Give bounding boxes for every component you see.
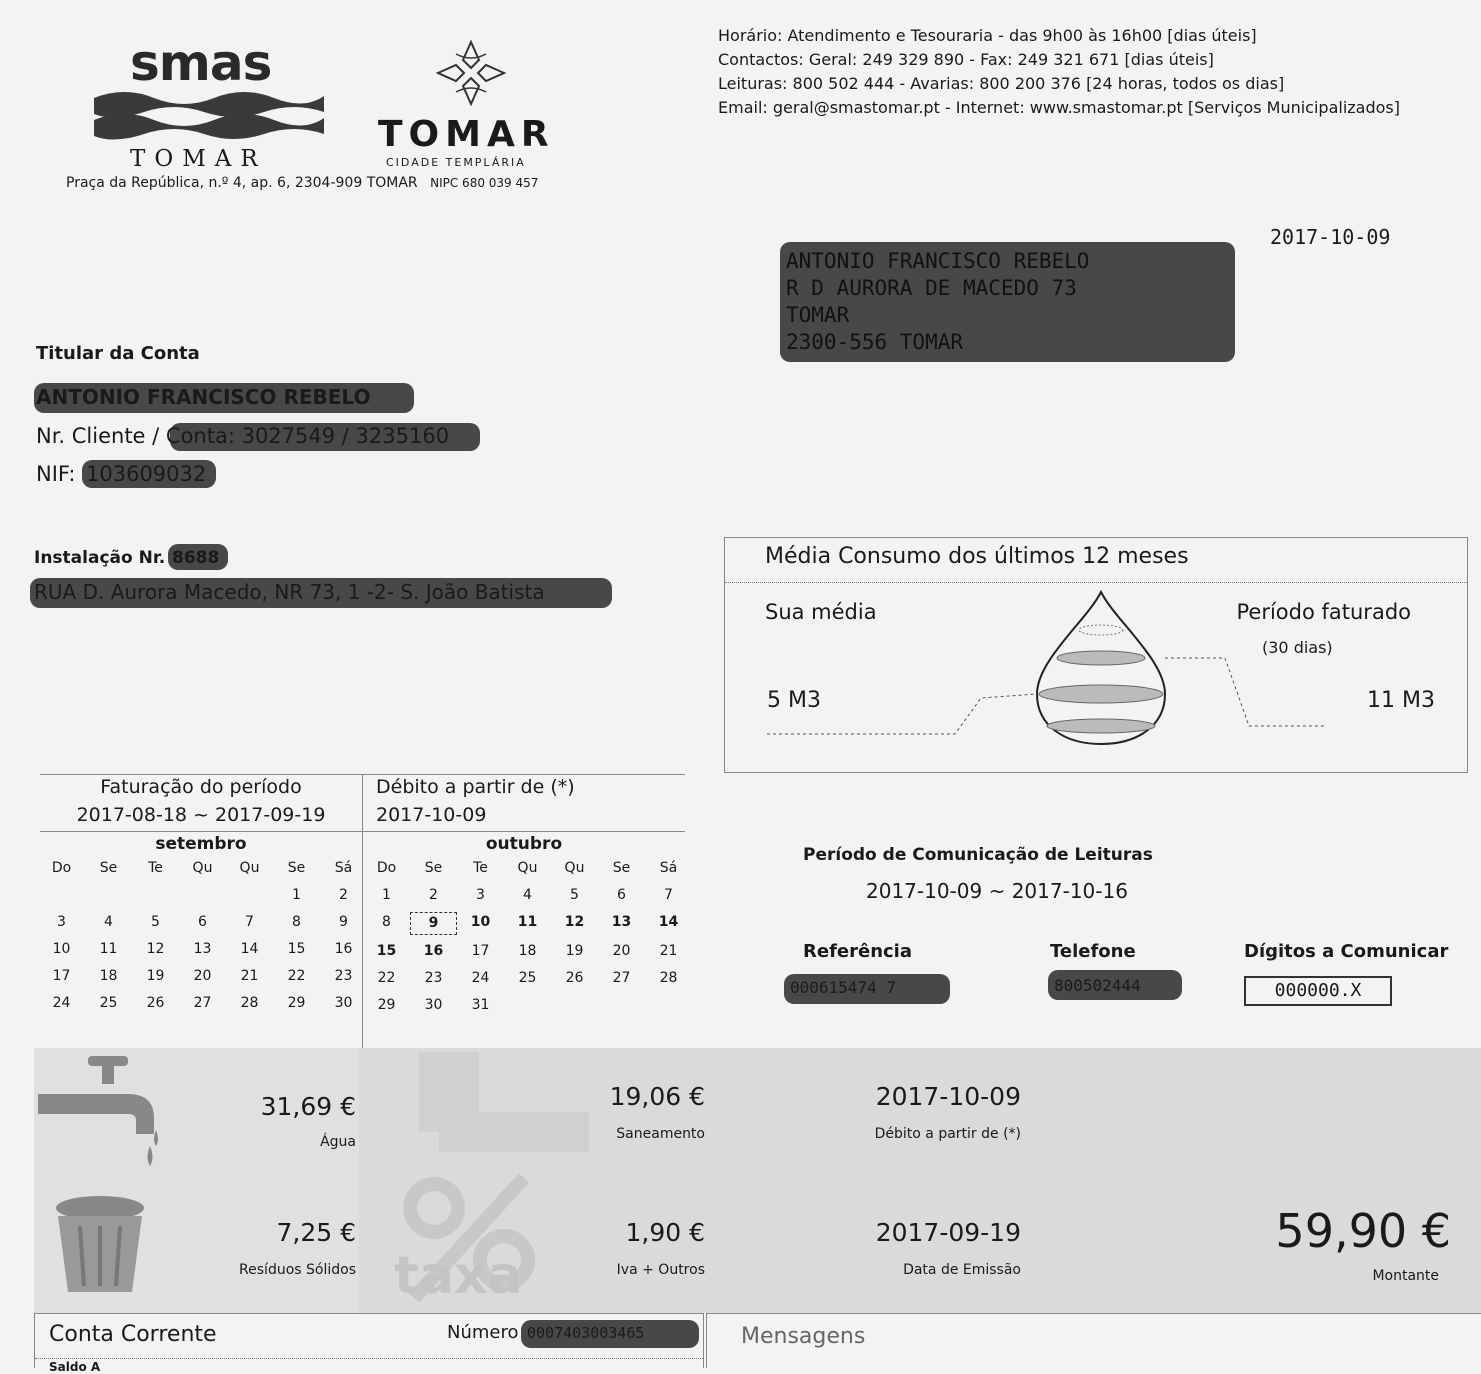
- calendar-day: 10: [52, 941, 71, 957]
- calendar-day: 28: [659, 970, 678, 986]
- calendar-day: 9: [410, 912, 457, 935]
- agua-value: 31,69 €: [260, 1092, 356, 1121]
- calendar-day: 23: [334, 968, 353, 984]
- calendar-day: 29: [377, 997, 396, 1013]
- debit-label: Débito a partir de (*): [376, 776, 575, 798]
- calendar-day: 1: [292, 887, 301, 903]
- nif-value: 103609032: [86, 462, 207, 486]
- calendar-empty-cell: [85, 885, 132, 906]
- calendar-day: 25: [518, 970, 537, 986]
- saldo-partial: Saldo A: [49, 1360, 101, 1374]
- calendar-day: 2: [339, 887, 348, 903]
- calendar-day: 12: [564, 914, 585, 930]
- calendar-day: 31: [471, 997, 490, 1013]
- calendar-day: 17: [471, 943, 490, 959]
- contact-info: [718, 24, 1400, 120]
- calendar-day: 25: [99, 995, 118, 1011]
- emission-date-label: Data de Emissão: [903, 1262, 1021, 1278]
- reference-label: Referência: [803, 941, 912, 962]
- weekday-header: Se: [287, 860, 306, 876]
- calendar-day: 13: [611, 914, 632, 930]
- emission-date: 2017-09-19: [875, 1218, 1021, 1247]
- calendar-day: 2: [429, 887, 438, 903]
- numero-value: 0007403003465: [527, 1324, 645, 1342]
- contact-line-hours: Horário: Atendimento e Tesouraria - das 9h00 às 16h00 [dias úteis]: [718, 26, 1257, 45]
- waves-icon: [94, 90, 324, 150]
- weekday-header: Qu: [564, 860, 585, 876]
- weekday-header: Se: [612, 860, 631, 876]
- calendar-day: 29: [287, 995, 306, 1011]
- weekday-header: Te: [473, 860, 488, 876]
- debit-date: 2017-10-09: [875, 1082, 1021, 1111]
- tomar-logo-name: TOMAR: [378, 114, 555, 155]
- debit-value: 2017-10-09: [376, 804, 487, 826]
- address-line-street: R D AURORA DE MACEDO 73: [786, 276, 1077, 300]
- calendar-day: 26: [565, 970, 584, 986]
- installation-number: 8688: [172, 548, 220, 568]
- weekday-header: Se: [424, 860, 443, 876]
- calendar-october: [363, 858, 692, 1016]
- calendar-day: 21: [240, 968, 259, 984]
- templar-cross-icon: [436, 40, 506, 106]
- calendar-day: 27: [612, 970, 631, 986]
- readings-title: Período de Comunicação de Leituras: [803, 845, 1153, 865]
- faucet-icon: [38, 1054, 168, 1174]
- avg-value: 5 M3: [767, 688, 821, 713]
- calendar-day: 15: [287, 941, 306, 957]
- calendar-day: 7: [664, 887, 673, 903]
- billing-period-value: 2017-08-18 ~ 2017-09-19: [76, 804, 326, 826]
- contact-line-phones: Contactos: Geral: 249 329 890 - Fax: 249 321 671 [dias úteis]: [718, 50, 1214, 69]
- tomar-city-logo: [378, 38, 568, 178]
- calendar-day: 21: [659, 943, 678, 959]
- smas-city: TOMAR: [130, 146, 267, 172]
- calendar-day: 15: [376, 943, 397, 959]
- calendar-empty-cell: [132, 885, 179, 906]
- residuos-label: Resíduos Sólidos: [239, 1262, 356, 1278]
- calendar-day: 28: [240, 995, 259, 1011]
- installation-label: Instalação Nr.: [34, 548, 166, 568]
- calendar-day: 19: [565, 943, 584, 959]
- calendar-day: 10: [470, 914, 491, 930]
- iva-value: 1,90 €: [625, 1218, 705, 1247]
- weekday-header: Qu: [239, 860, 260, 876]
- digits-label: Dígitos a Comunicar: [1244, 941, 1449, 962]
- calendar-empty-cell: [38, 885, 85, 906]
- calendar-day: 14: [658, 914, 679, 930]
- conta-divider: [35, 1358, 703, 1359]
- calendar-day: 14: [240, 941, 259, 957]
- avg-label: Sua média: [765, 600, 877, 624]
- calendar-day: 7: [245, 914, 254, 930]
- calendar-day: 12: [146, 941, 165, 957]
- weekday-header: Do: [51, 860, 72, 876]
- consumption-box: [724, 537, 1468, 773]
- address-block: [786, 248, 1089, 356]
- org-address: Praça da República, n.º 4, ap. 6, 2304-909 TOMAR NIPC 680 039 457: [66, 175, 539, 191]
- iva-label: Iva + Outros: [616, 1262, 705, 1278]
- telephone-value: 800502444: [1054, 976, 1141, 995]
- period-value: 11 M3: [1367, 688, 1435, 713]
- address-line-name: ANTONIO FRANCISCO REBELO: [786, 249, 1090, 273]
- sewage-pipe-icon: [399, 1052, 599, 1162]
- calendar-day: 8: [382, 914, 391, 930]
- weekday-header: Qu: [517, 860, 538, 876]
- mensagens-title: Mensagens: [741, 1324, 866, 1349]
- calendar-day: 27: [193, 995, 212, 1011]
- residuos-value: 7,25 €: [276, 1218, 356, 1247]
- trash-bin-icon: [50, 1186, 150, 1296]
- tomar-logo-tag: CIDADE TEMPLÁRIA: [386, 156, 526, 169]
- calendar-day: 9: [339, 914, 348, 930]
- digits-box: 000000.X: [1244, 976, 1392, 1006]
- total-amount: 59,90 €: [1275, 1204, 1451, 1258]
- calendar-section: [40, 774, 685, 1050]
- client-number: Nr. Cliente / Conta: 3027549 / 3235160: [36, 424, 450, 448]
- installation-address: RUA D. Aurora Macedo, NR 73, 1 -2- S. João Batista: [34, 580, 545, 604]
- account-title: Titular da Conta: [36, 343, 200, 364]
- calendar-day: 5: [570, 887, 579, 903]
- calendar-day: 4: [104, 914, 113, 930]
- month-october: outubro: [485, 834, 563, 854]
- calendar-day: 3: [476, 887, 485, 903]
- total-label: Montante: [1372, 1268, 1439, 1284]
- calendar-empty-cell: [179, 885, 226, 906]
- document-date: 2017-10-09: [1270, 225, 1391, 249]
- calendar-day: 6: [198, 914, 207, 930]
- reference-value: 000615474 7: [790, 978, 896, 997]
- address-line-postal: 2300-556 TOMAR: [786, 330, 964, 354]
- calendar-day: 16: [334, 941, 353, 957]
- agua-label: Água: [320, 1134, 356, 1150]
- calendar-day: 13: [193, 941, 212, 957]
- saneamento-label: Saneamento: [616, 1126, 705, 1142]
- calendar-day: 8: [292, 914, 301, 930]
- weekday-header: Sá: [334, 860, 353, 876]
- calendar-day: 30: [334, 995, 353, 1011]
- numero-label: Número: [447, 1322, 519, 1343]
- debit-date-label: Débito a partir de (*): [874, 1126, 1021, 1142]
- calendar-day: 18: [518, 943, 537, 959]
- summary-panel: [34, 1048, 1481, 1313]
- mensagens-box: [706, 1313, 1481, 1368]
- calendar-day: 17: [52, 968, 71, 984]
- calendar-day: 19: [146, 968, 165, 984]
- calendar-day: 1: [382, 887, 391, 903]
- nif-label: NIF:: [36, 462, 76, 486]
- calendar-day: 11: [99, 941, 118, 957]
- conta-corrente-title: Conta Corrente: [49, 1322, 217, 1347]
- contact-line-readings: Leituras: 800 502 444 - Avarias: 800 200 376 [24 horas, todos os dias]: [718, 74, 1285, 93]
- weekday-header: Te: [148, 860, 163, 876]
- calendar-day: 11: [517, 914, 538, 930]
- calendar-day: 4: [523, 887, 532, 903]
- calendar-day: 23: [424, 970, 443, 986]
- weekday-header: Se: [99, 860, 118, 876]
- conta-corrente-box: [34, 1313, 704, 1374]
- calendar-day: 16: [423, 943, 444, 959]
- calendar-day: 26: [146, 995, 165, 1011]
- weekday-header: Do: [376, 860, 397, 876]
- calendar-day: 30: [424, 997, 443, 1013]
- weekday-header: Qu: [192, 860, 213, 876]
- month-september: setembro: [155, 834, 247, 854]
- calendar-day: 24: [471, 970, 490, 986]
- calendar-september: [38, 858, 367, 1014]
- weekday-header: Sá: [659, 860, 678, 876]
- telephone-label: Telefone: [1050, 941, 1136, 962]
- address-line-town: TOMAR: [786, 303, 850, 327]
- calendar-day: 22: [377, 970, 396, 986]
- readings-period: 2017-10-09 ~ 2017-10-16: [866, 879, 1128, 903]
- period-days: (30 dias): [1262, 638, 1333, 657]
- water-drop-icon: [765, 590, 1325, 750]
- calendar-day: 6: [617, 887, 626, 903]
- calendar-empty-cell: [226, 885, 273, 906]
- contact-line-email: Email: geral@smastomar.pt - Internet: www.smastomar.pt [Serviços Municipalizados]: [718, 98, 1400, 117]
- calendar-day: 22: [287, 968, 306, 984]
- consumption-title: Média Consumo dos últimos 12 meses: [765, 544, 1189, 569]
- saneamento-value: 19,06 €: [609, 1082, 705, 1111]
- billing-period-label: Faturação do período: [100, 776, 302, 798]
- calendar-day: 3: [57, 914, 66, 930]
- calendar-day: 20: [193, 968, 212, 984]
- taxa-watermark: taxa: [394, 1246, 523, 1306]
- calendar-day: 20: [612, 943, 631, 959]
- period-label: Período faturado: [1236, 600, 1411, 624]
- smas-logo-text: smas: [130, 34, 272, 92]
- calendar-day: 5: [151, 914, 160, 930]
- calendar-day: 24: [52, 995, 71, 1011]
- account-holder: ANTONIO FRANCISCO REBELO: [36, 385, 371, 409]
- consumption-divider: [725, 582, 1467, 583]
- calendar-day: 18: [99, 968, 118, 984]
